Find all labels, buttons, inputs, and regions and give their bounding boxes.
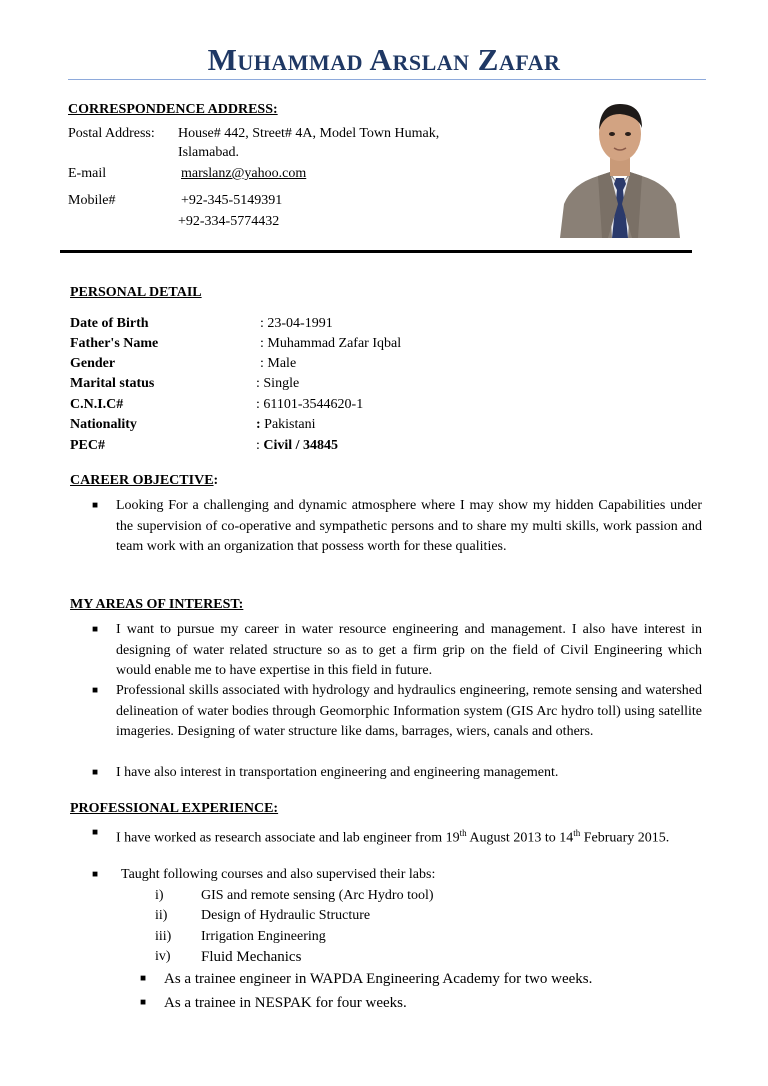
header-divider <box>60 250 692 253</box>
course-item: ii) Design of Hydraulic Structure <box>155 908 371 923</box>
experience-heading: PROFESSIONAL EXPERIENCE: <box>70 801 279 816</box>
title-divider <box>68 79 706 80</box>
career-heading: CAREER OBJECTIVE: <box>70 473 219 488</box>
course-item: iii) Irrigation Engineering <box>155 929 326 944</box>
detail-label: PEC# <box>70 438 105 453</box>
detail-row-nationality <box>70 415 490 435</box>
bullet-icon: ■ <box>92 827 99 838</box>
page-title: Muhammad Arslan Zafar <box>207 42 561 77</box>
detail-row-dob <box>70 314 490 334</box>
detail-row-cnic <box>70 395 490 415</box>
correspondence-heading: CORRESPONDENCE ADDRESS: <box>68 102 278 117</box>
list-item: ■ As a trainee in NESPAK for four weeks. <box>140 993 700 1014</box>
email-label: E-mail <box>68 166 107 181</box>
detail-label: Marital status <box>70 376 155 391</box>
detail-row-father <box>70 334 490 354</box>
list-item: ■ Professional skills associated with hydrology and hydraulics engineering, remote sensing and watershed delineation of water bodies through Geomorphic Information system (GIS Arc hydro toll) using satellite imageries. Designing of water structure like dams, barrages, wiers, canals and others. <box>92 683 702 739</box>
detail-value: : 23-04-1991 <box>260 316 333 331</box>
detail-value: : Muhammad Zafar Iqbal <box>260 336 402 351</box>
detail-row-pec <box>70 436 490 456</box>
course-item: i) GIS and remote sensing (Arc Hydro tool) <box>155 888 434 903</box>
detail-label: C.N.I.C# <box>70 397 124 412</box>
interest-heading: MY AREAS OF INTEREST: <box>70 597 244 612</box>
detail-separator: : <box>256 438 260 453</box>
bullet-icon: ■ <box>140 997 147 1008</box>
email-link[interactable]: marslanz@yahoo.com <box>181 166 307 181</box>
postal-label: Postal Address: <box>68 126 155 141</box>
detail-value: : Single <box>256 376 300 391</box>
detail-label: Gender <box>70 356 116 371</box>
detail-value: Pakistani <box>264 417 316 432</box>
detail-value: : 61101-3544620-1 <box>256 397 364 412</box>
bullet-icon: ■ <box>92 767 99 778</box>
bullet-icon: ■ <box>92 869 99 880</box>
detail-label: Date of Birth <box>70 316 149 331</box>
list-item: ■ As a trainee engineer in WAPDA Engineering Academy for two weeks. <box>140 969 700 990</box>
detail-label: Father's Name <box>70 336 159 351</box>
bullet-icon: ■ <box>92 500 99 511</box>
mobile-number-1: +92-345-5149391 <box>181 193 283 208</box>
detail-separator: : <box>256 417 261 432</box>
detail-row-marital <box>70 374 490 394</box>
bullet-icon: ■ <box>140 973 147 984</box>
detail-value: Civil / 34845 <box>263 438 339 453</box>
list-item: ■ Taught following courses and also supervised their labs: <box>92 865 702 886</box>
postal-line-1: House# 442, Street# 4A, Model Town Humak, <box>178 126 440 141</box>
bullet-icon: ■ <box>92 624 99 635</box>
list-item: ■ Looking For a challenging and dynamic atmosphere where I may show my hidden Capabilities under the supervision of co-operative and sympathetic persons and to share my multi skills, work passion and team work with an organization that possess worth for these qualities. <box>92 498 702 554</box>
personal-heading: PERSONAL DETAIL <box>70 285 202 300</box>
profile-photo <box>558 92 682 238</box>
bullet-icon: ■ <box>92 685 99 696</box>
postal-line-2: Islamabad. <box>178 145 240 160</box>
list-item: ■ I want to pursue my career in water resource engineering and management. I also have interest in designing of water related structure so as to get a firm grip on the field of Civil Engineering which would enable me to have expertise in this field in future. <box>92 622 702 678</box>
list-item: ■ I have also interest in transportation engineering and engineering management. <box>92 763 702 784</box>
detail-label: Nationality <box>70 417 137 432</box>
course-item: iv) Fluid Mechanics <box>155 949 302 965</box>
mobile-label: Mobile# <box>68 193 116 208</box>
detail-value: : Male <box>260 356 297 371</box>
detail-row-gender <box>70 354 490 374</box>
list-item: ■ I have worked as research associate and lab engineer from 19th August 2013 to 14th February 2015. <box>92 823 702 849</box>
mobile-number-2: +92-334-5774432 <box>178 214 280 229</box>
